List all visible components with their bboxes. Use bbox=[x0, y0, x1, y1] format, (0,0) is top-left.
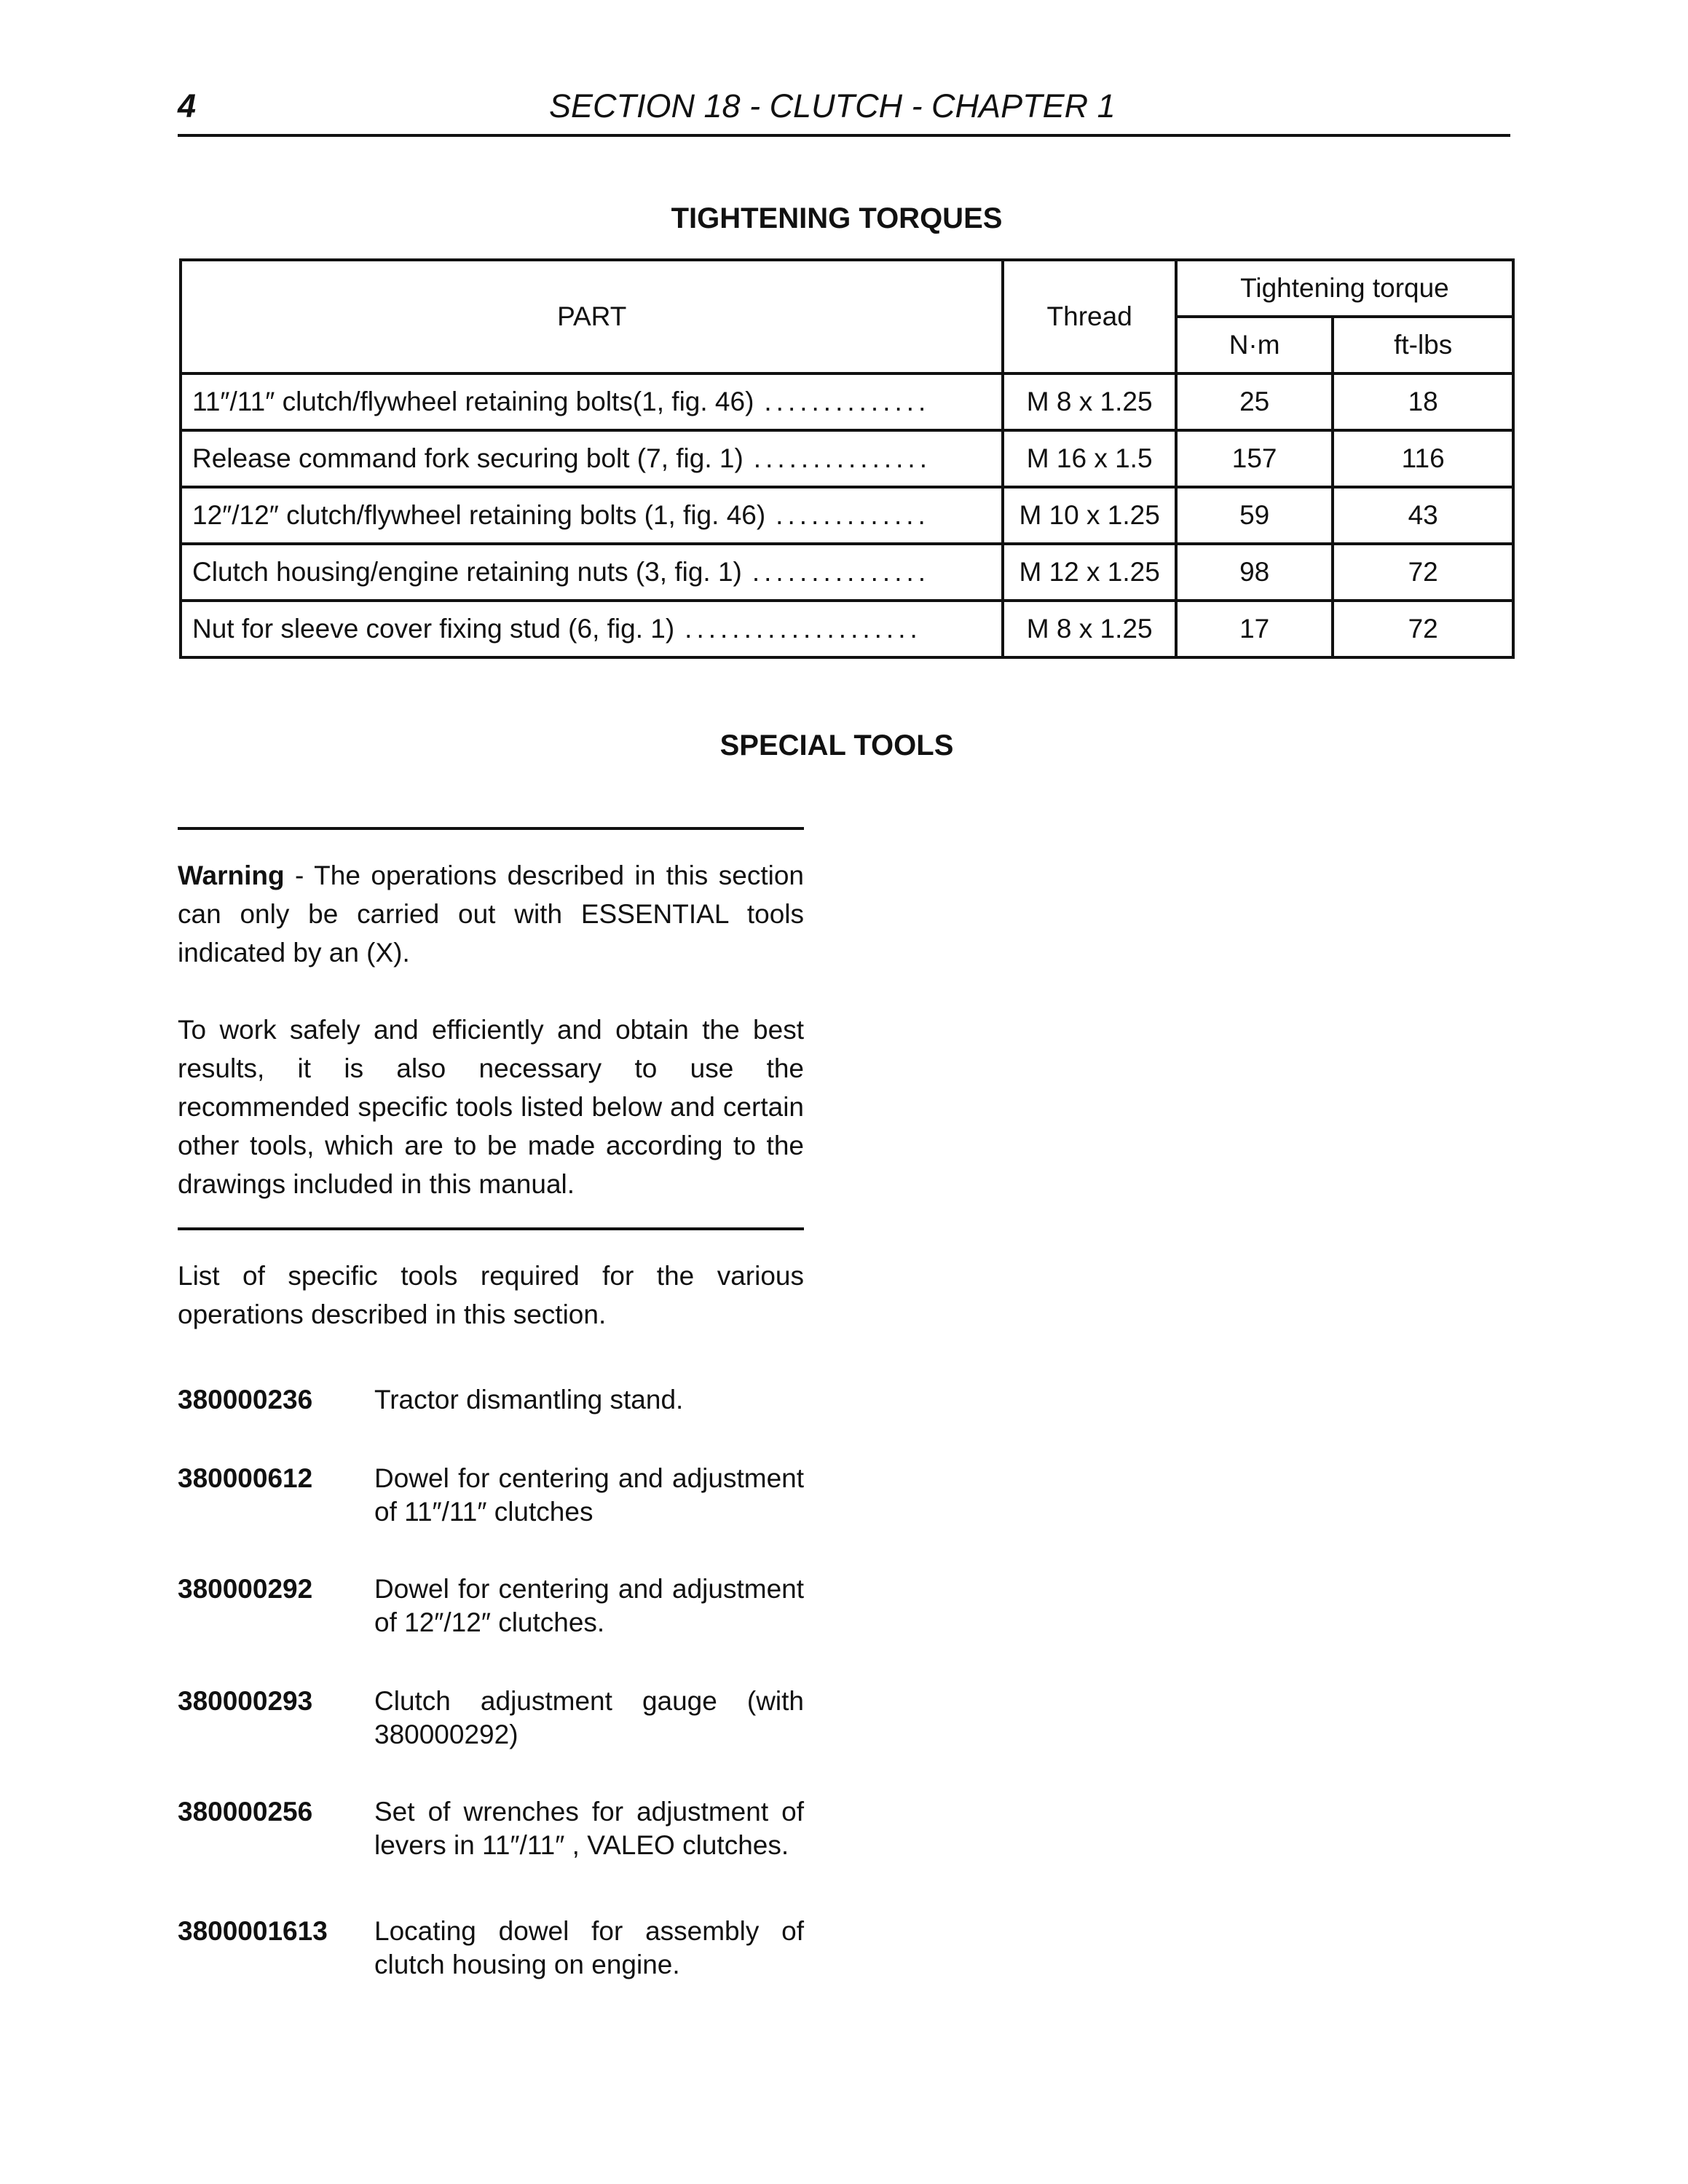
thread-cell: M 16 x 1.5 bbox=[1003, 430, 1176, 487]
table-row bbox=[181, 373, 1513, 430]
col-thread-header: Thread bbox=[1003, 260, 1176, 373]
divider-rule bbox=[178, 827, 804, 830]
part-text: 12″/12″ clutch/flywheel retaining bolts (1, fig. 46) bbox=[192, 500, 766, 530]
leader-dots: .................... bbox=[685, 614, 922, 644]
part-cell bbox=[181, 373, 1003, 430]
nm-cell: 25 bbox=[1176, 373, 1333, 430]
leader-dots: ............... bbox=[753, 443, 931, 473]
tool-code: 380000256 bbox=[178, 1797, 313, 1827]
part-cell bbox=[181, 601, 1003, 657]
col-torque-header: Tightening torque bbox=[1176, 260, 1513, 317]
tool-code: 380000236 bbox=[178, 1385, 313, 1415]
warning-text: - The operations described in this section can only be carried out with ESSENTIAL tools indicated by an (X). bbox=[178, 860, 804, 968]
table-row bbox=[181, 430, 1513, 487]
thread-cell: M 8 x 1.25 bbox=[1003, 373, 1176, 430]
ftlbs-cell: 43 bbox=[1333, 487, 1513, 544]
part-cell bbox=[181, 544, 1003, 601]
nm-cell: 17 bbox=[1176, 601, 1333, 657]
part-cell bbox=[181, 430, 1003, 487]
tightening-torques-table bbox=[179, 258, 1515, 659]
table-header-row bbox=[181, 260, 1513, 317]
thread-cell: M 10 x 1.25 bbox=[1003, 487, 1176, 544]
divider-rule bbox=[178, 1227, 804, 1230]
tool-description: Tractor dismantling stand. bbox=[374, 1385, 684, 1415]
leader-dots: ............. bbox=[776, 500, 930, 530]
part-cell bbox=[181, 487, 1003, 544]
nm-cell: 98 bbox=[1176, 544, 1333, 601]
page-number: 4 bbox=[178, 87, 197, 124]
col-nm-header: N·m bbox=[1176, 317, 1333, 373]
tightening-torques-title: TIGHTENING TORQUES bbox=[671, 202, 1003, 234]
tool-list-intro: List of specific tools required for the various operations described in this section. bbox=[178, 1261, 804, 1329]
table-row bbox=[181, 601, 1513, 657]
tool-code: 380000293 bbox=[178, 1686, 313, 1716]
part-text: 11″/11″ clutch/flywheel retaining bolts(1, fig. 46) bbox=[192, 387, 754, 416]
nm-cell: 157 bbox=[1176, 430, 1333, 487]
tool-code: 3800001613 bbox=[178, 1916, 328, 1946]
thread-cell: M 12 x 1.25 bbox=[1003, 544, 1176, 601]
part-text: Clutch housing/engine retaining nuts (3, fig. 1) bbox=[192, 557, 742, 587]
header-title: SECTION 18 - CLUTCH - CHAPTER 1 bbox=[549, 87, 1116, 124]
thread-cell: M 8 x 1.25 bbox=[1003, 601, 1176, 657]
tool-description: Dowel for centering and adjustment of 11″/11″ clutches bbox=[374, 1463, 804, 1527]
leader-dots: .............. bbox=[764, 387, 931, 416]
tool-code: 380000612 bbox=[178, 1463, 313, 1493]
special-tools-title: SPECIAL TOOLS bbox=[719, 729, 954, 761]
tool-description: Clutch adjustment gauge (with 380000292) bbox=[374, 1686, 804, 1749]
page-header bbox=[178, 86, 1510, 137]
table-row bbox=[181, 544, 1513, 601]
safety-paragraph: To work safely and efficiently and obtain the best results, it is also necessary to use the recommended specific tools listed below and certain other tools, which are to be made according to the drawings included in this manual. bbox=[178, 1015, 804, 1199]
warning-paragraph bbox=[178, 856, 804, 972]
ftlbs-cell: 18 bbox=[1333, 373, 1513, 430]
table-row bbox=[181, 487, 1513, 544]
part-text: Nut for sleeve cover fixing stud (6, fig. 1) bbox=[192, 614, 675, 644]
col-part-header: PART bbox=[181, 260, 1003, 373]
tool-description: Dowel for centering and adjustment of 12″/12″ clutches. bbox=[374, 1574, 804, 1637]
leader-dots: ............... bbox=[752, 557, 931, 587]
tool-description: Set of wrenches for adjustment of levers in 11″/11″ , VALEO clutches. bbox=[374, 1797, 804, 1860]
part-text: Release command fork securing bolt (7, fig. 1) bbox=[192, 443, 744, 473]
col-ftlbs-header: ft-lbs bbox=[1333, 317, 1513, 373]
ftlbs-cell: 72 bbox=[1333, 544, 1513, 601]
nm-cell: 59 bbox=[1176, 487, 1333, 544]
tool-description: Locating dowel for assembly of clutch housing on engine. bbox=[374, 1916, 804, 1979]
ftlbs-cell: 72 bbox=[1333, 601, 1513, 657]
ftlbs-cell: 116 bbox=[1333, 430, 1513, 487]
tool-code: 380000292 bbox=[178, 1574, 313, 1604]
warning-label: Warning bbox=[178, 860, 285, 890]
